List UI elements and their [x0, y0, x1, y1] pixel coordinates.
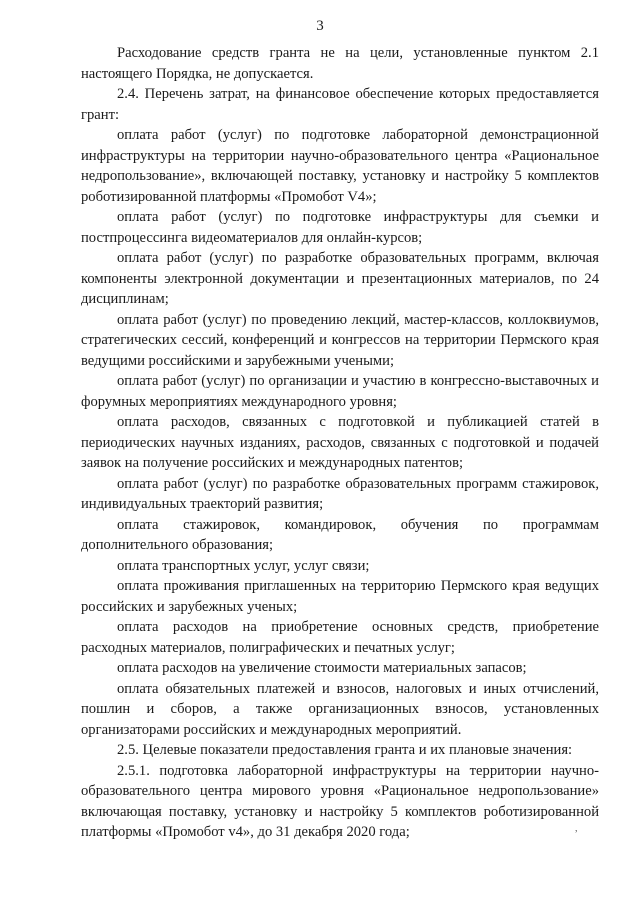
paragraph-video-infrastructure: оплата работ (услуг) по подготовке инфраструктуры для съемки и постпроцессинга видеоматериалов для онлайн-курсов;: [81, 209, 599, 246]
page-number: 3: [316, 18, 324, 34]
paragraph-accommodation: оплата проживания приглашенных на территорию Пермского края ведущих российских и зарубежных ученых;: [81, 578, 599, 615]
paragraph-cost-list-heading: 2.4. Перечень затрат, на финансовое обеспечение которых предоставляется грант:: [81, 86, 599, 123]
paragraph-demo-infrastructure: оплата работ (услуг) по подготовке лабораторной демонстрационной инфраструктуры на территории научно-образовательного центра «Рациональное недропользование», включающей поставку, установку и настройку 5 комплектов роботизированной платформы «Промобот V4»;: [81, 127, 599, 205]
paragraph-inventory: оплата расходов на увеличение стоимости материальных запасов;: [117, 660, 527, 676]
document-body: [81, 43, 599, 843]
paragraph-fixed-assets: оплата расходов на приобретение основных средств, приобретение расходных материалов, полиграфических и печатных услуг;: [81, 619, 599, 656]
paragraph-lectures-conferences: оплата работ (услуг) по проведению лекций, мастер-классов, коллоквиумов, стратегических сессий, конференций и конгрессов на территории Пермского края ведущими российскими и зарубежными учеными;: [81, 311, 599, 369]
paragraph-grant-spending-restriction: Расходование средств гранта не на цели, установленные пунктом 2.1 настоящего Порядка, не допускается.: [81, 45, 599, 82]
stray-mark: ,: [575, 823, 578, 834]
paragraph-internship-programs: оплата работ (услуг) по разработке образовательных программ стажировок, индивидуальных траекторий развития;: [81, 475, 599, 512]
paragraph-target-indicators-heading: 2.5. Целевые показатели предоставления гранта и их плановые значения:: [117, 742, 573, 758]
paragraph-exhibitions-forums: оплата работ (услуг) по организации и участию в конгрессно-выставочных и форумных мероприятиях международного уровня;: [81, 373, 599, 410]
paragraph-indicator-2-5-1: 2.5.1. подготовка лабораторной инфраструктуры на территории научно-образовательного центра мирового уровня «Рациональное недропользование» включающая поставку, установку и настройку 5 комплектов роботизированной платформы «Промобот v4», до 31 декабря 2020 года;: [81, 762, 599, 840]
paragraph-transport-communication: оплата транспортных услуг, услуг связи;: [117, 557, 370, 574]
paragraph-mandatory-payments: оплата обязательных платежей и взносов, налоговых и иных отчислений, пошлин и сборов, а также организационных взносов, установленных организаторами российских и международных мероприятий.: [81, 680, 599, 738]
paragraph-publications-patents: оплата расходов, связанных с подготовкой и публикацией статей в периодических научных изданиях, расходов, связанных с подготовкой и подачей заявок на получение российских и международных патентов;: [81, 414, 599, 471]
paragraph-educational-programs: оплата работ (услуг) по разработке образовательных программ, включая компоненты электронной документации и презентационных материалов, по 24 дисциплинам;: [81, 250, 599, 307]
paragraph-internships-training: оплата стажировок, командировок, обучения по программам дополнительного образования;: [81, 516, 599, 553]
